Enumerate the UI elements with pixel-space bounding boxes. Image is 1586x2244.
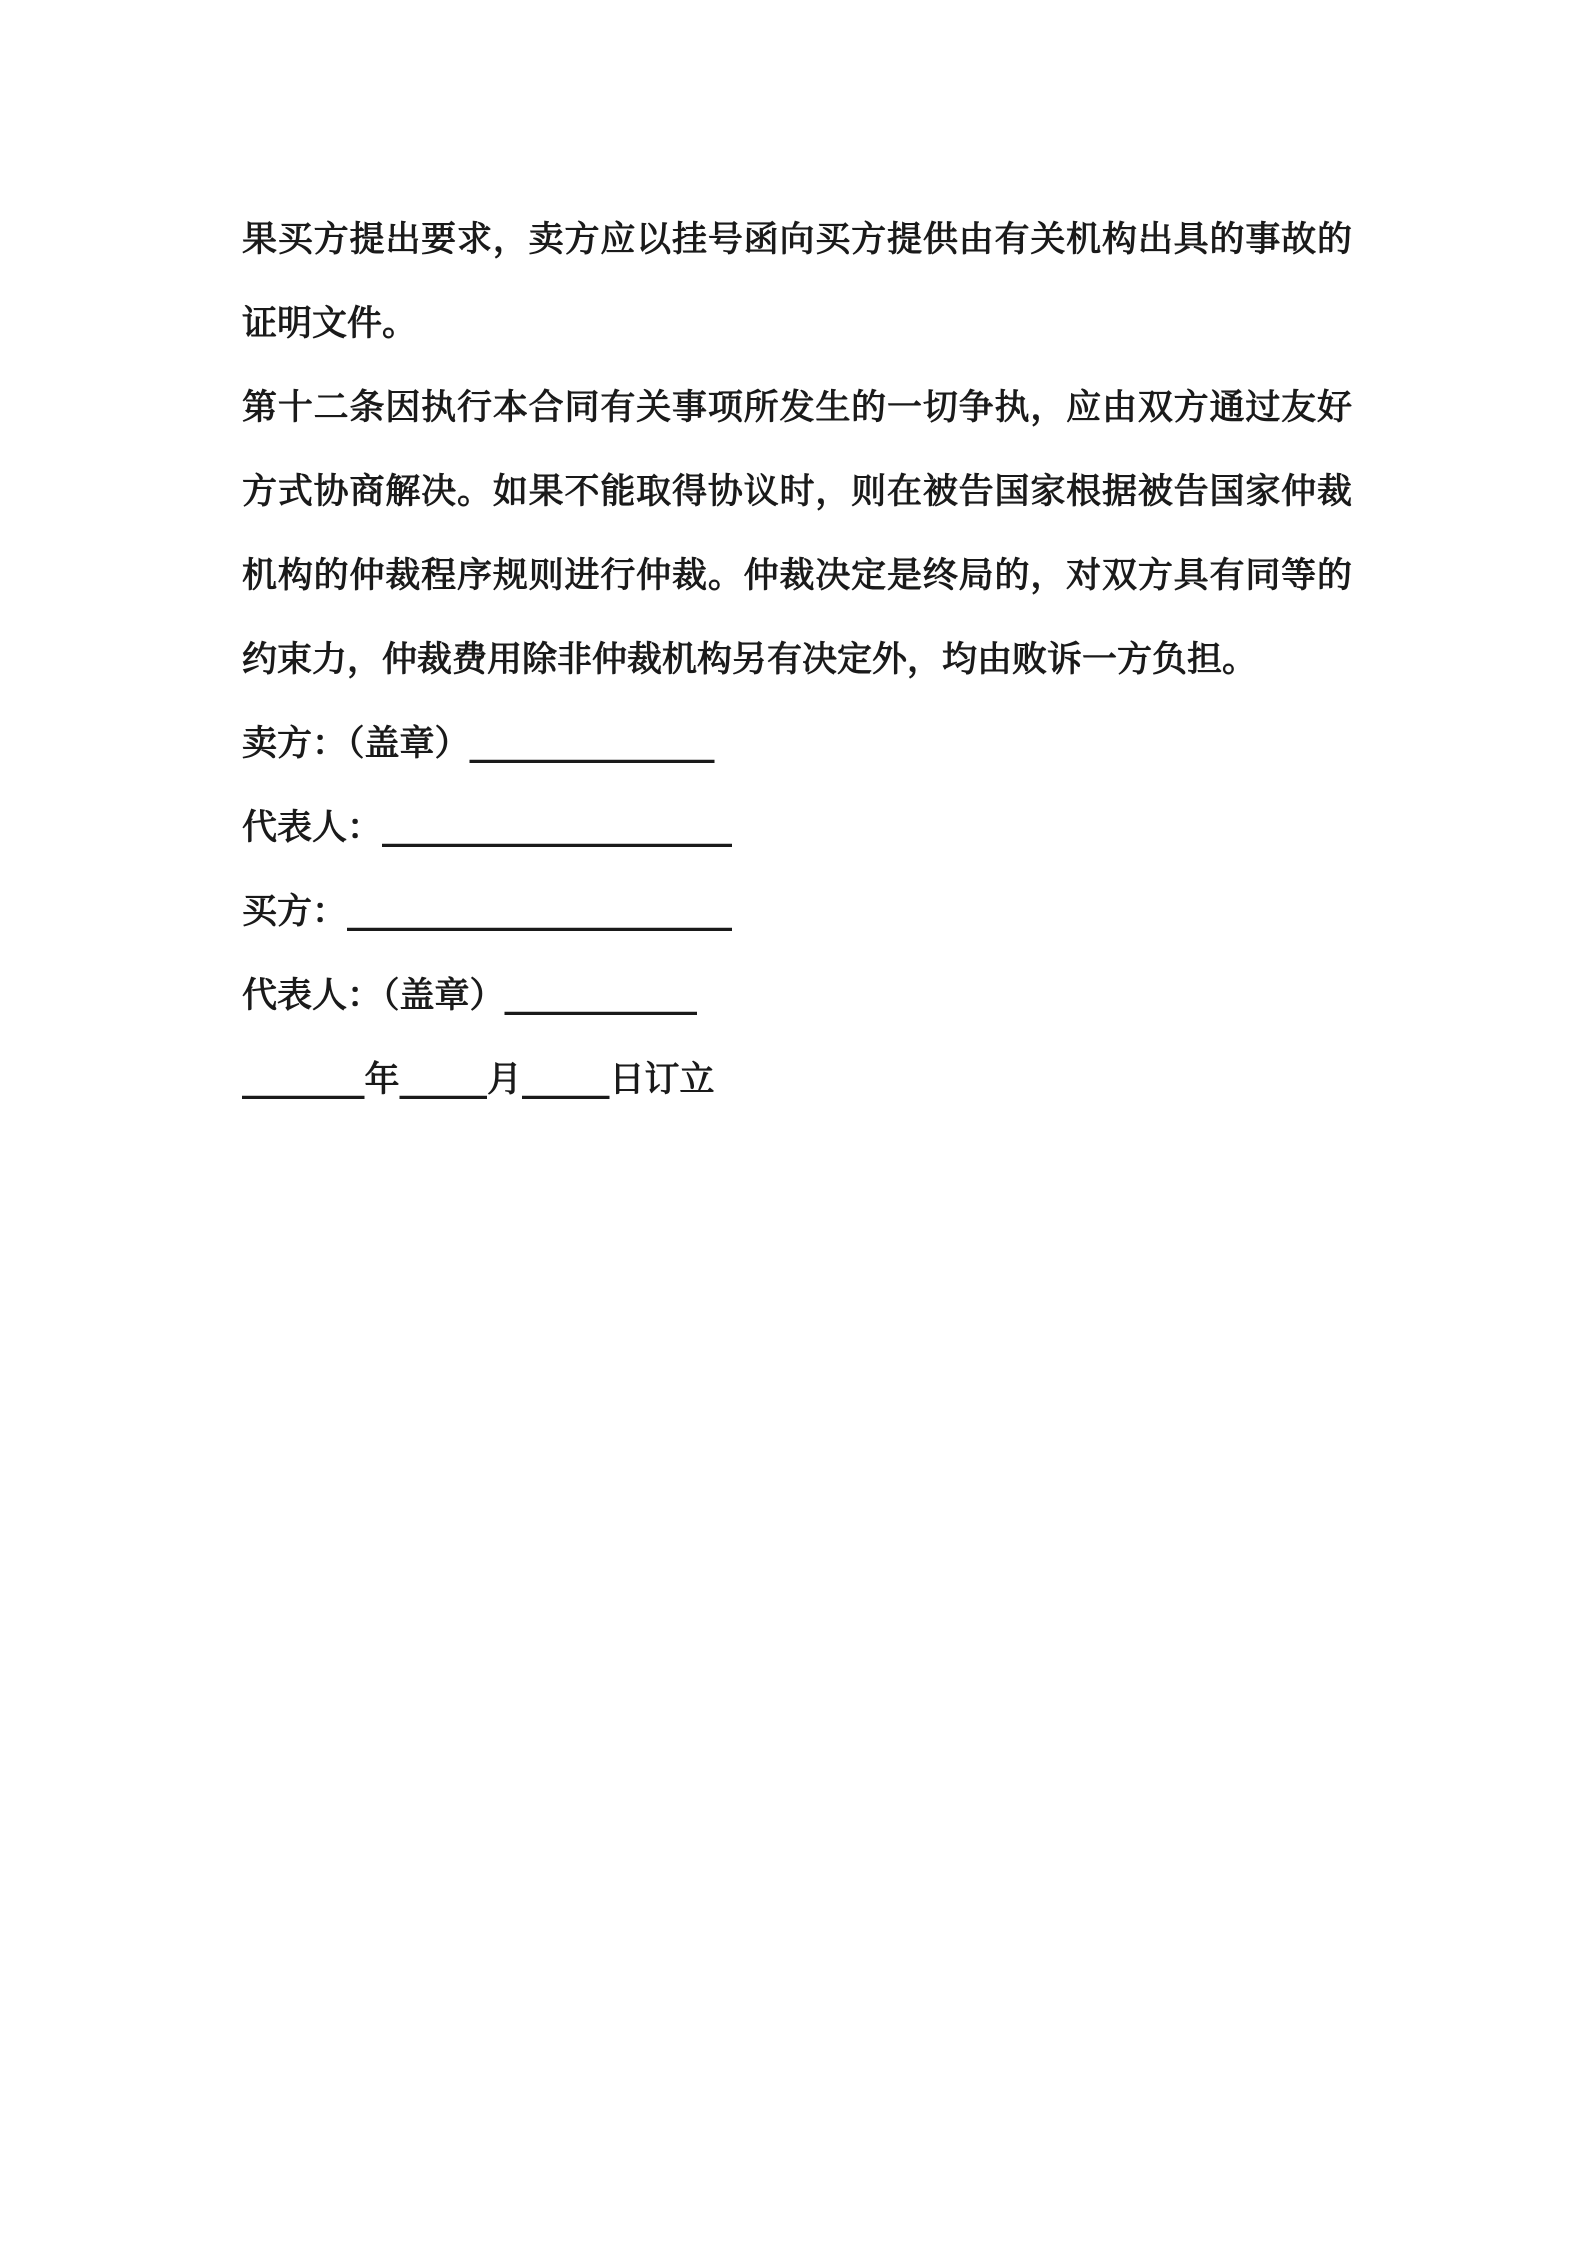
seller-representative-line: 代表人：____________________ [242,808,733,848]
buyer-representative-line: 代表人：（盖章）___________ [242,976,698,1016]
document-body [242,198,1352,1122]
paragraph-accident-certificate: 果买方提出要求，卖方应以挂号函向买方提供由有关机构出具的事故的证明文件。 [242,220,1352,344]
seller-signature-line: 卖方：（盖章）______________ [242,724,715,764]
paragraph-article-12-arbitration: 第十二条因执行本合同有关事项所发生的一切争执，应由双方通过友好方式协商解决。如果不能取得协议时，则在被告国家根据被告国家仲裁机构的仲裁程序规则进行仲裁。仲裁决定是终局的，对双方具有同等的约束力，仲裁费用除非仲裁机构另有决定外，均由败诉一方负担。 [242,388,1352,680]
signing-date-line: _______年_____月_____日订立 [242,1060,715,1100]
buyer-signature-line: 买方：______________________ [242,892,733,932]
